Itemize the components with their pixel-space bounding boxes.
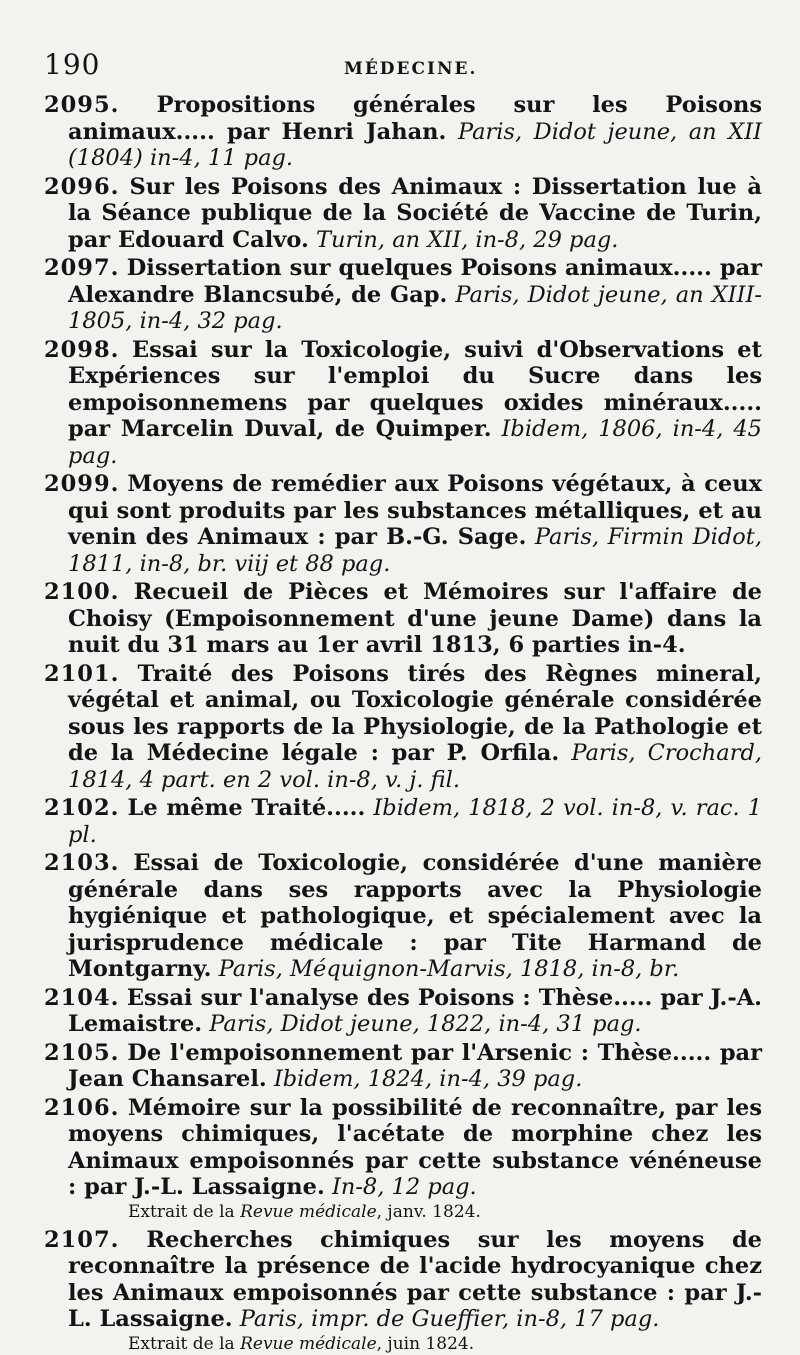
note-journal: Revue médicale bbox=[240, 1201, 377, 1222]
entry-title: Essai sur la Toxicologie, suivi d'Observations et Expériences sur l'emploi du Sucre dans les empoisonnemens par quelques oxides minéraux..... par Marcelin Duval, de Quimper. bbox=[68, 336, 762, 442]
entry-note bbox=[44, 1333, 762, 1355]
catalog-entry bbox=[44, 1040, 762, 1093]
entry-imprint: Paris, Didot jeune, an XII (1804) in-4, 11 pag. bbox=[68, 118, 763, 171]
entry-title: Le même Traité..... bbox=[127, 795, 366, 821]
entry-title: Traité des Poisons tirés des Règnes mineral, végétal et animal, ou Toxicologie générale considérée sous les rapports de la Physiologie, de la Pathologie et de la Médecine légale : par P. Orfila. bbox=[68, 660, 762, 766]
entry-imprint: Paris, Firmin Didot, 1811, in-8, br. viij et 88 pag. bbox=[68, 524, 763, 577]
entry-title: Recherches chimiques sur les moyens de reconnaître la présence de l'acide hydrocyanique chez les Animaux empoisonnés par cette substance : par J.-L. Lassaigne. bbox=[68, 1226, 763, 1332]
catalog-entry bbox=[44, 579, 762, 659]
catalog-entry bbox=[44, 92, 762, 172]
catalog-entry bbox=[44, 795, 762, 848]
catalog-entry bbox=[44, 337, 762, 470]
entry-note bbox=[44, 1201, 762, 1223]
catalog-entry bbox=[44, 174, 762, 254]
catalog-entry bbox=[44, 1227, 762, 1333]
entry-number: 2098. bbox=[44, 336, 120, 363]
entry-imprint: Paris, Didot jeune, 1822, in-4, 31 pag. bbox=[209, 1011, 642, 1037]
entry-imprint: Paris, Crochard, 1814, 4 part. en 2 vol. in-8, v. j. fil. bbox=[68, 740, 762, 793]
entry-imprint: Paris, impr. de Gueffier, in-8, 17 pag. bbox=[239, 1306, 660, 1332]
page-header bbox=[44, 48, 762, 92]
entry-imprint: Ibidem, 1818, 2 vol. in-8, v. rac. 1 pl. bbox=[68, 795, 763, 848]
entry-title: Mémoire sur la possibilité de reconnaître, par les moyens chimiques, l'acétate de morphine chez les Animaux empoisonnés par cette substance vénéneuse : par J.-L. Lassaigne. bbox=[68, 1094, 763, 1200]
catalog-entry bbox=[44, 471, 762, 577]
entry-number: 2099. bbox=[44, 471, 120, 497]
entry-number: 2104. bbox=[44, 984, 120, 1011]
entry-number: 2106. bbox=[44, 1094, 120, 1121]
catalog-entry bbox=[44, 661, 762, 794]
entry-imprint: Ibidem, 1824, in-4, 39 pag. bbox=[273, 1066, 583, 1092]
entry-number: 2103. bbox=[44, 850, 120, 876]
entry-title: Propositions générales sur les Poisons animaux..... par Henri Jahan. bbox=[68, 92, 762, 145]
note-pre: Extrait de la bbox=[128, 1201, 241, 1222]
entry-number: 2102. bbox=[44, 795, 120, 821]
entry-title: Essai de Toxicologie, considérée d'une manière générale dans ses rapports avec la Physiologie hygiénique et pathologique, et spécialement avec la jurisprudence médicale : par Tite Harmand de Montgarny. bbox=[68, 850, 762, 982]
entry-title: Dissertation sur quelques Poisons animaux..... par Alexandre Blancsubé, de Gap. bbox=[68, 255, 762, 308]
entry-number: 2095. bbox=[44, 92, 120, 118]
entry-number: 2096. bbox=[44, 173, 120, 200]
entry-title: Moyens de remédier aux Poisons végétaux, à ceux qui sont produits par les substances métalliques, et au venin des Animaux : par B.-G. Sage. bbox=[68, 471, 762, 550]
catalog-entry bbox=[44, 255, 762, 335]
entry-title: Essai sur l'analyse des Poisons : Thèse..... par J.-A. Lemaistre. bbox=[68, 984, 762, 1037]
note-journal: Revue médicale bbox=[240, 1333, 377, 1354]
entry-title: De l'empoisonnement par l'Arsenic : Thèse..... par Jean Chansarel. bbox=[68, 1039, 762, 1092]
note-post: , janv. 1824. bbox=[376, 1201, 481, 1222]
entry-imprint: In-8, 12 pag. bbox=[331, 1174, 477, 1200]
entry-number: 2097. bbox=[44, 255, 120, 281]
running-head: MÉDECINE. bbox=[344, 59, 478, 79]
note-post: , juin 1824. bbox=[376, 1333, 475, 1354]
catalog-entry bbox=[44, 850, 762, 983]
catalog-entry bbox=[44, 1095, 762, 1201]
catalog-entries bbox=[44, 92, 762, 1355]
entry-title: Recueil de Pièces et Mémoires sur l'affaire de Choisy (Empoisonnement d'une jeune Dame) dans la nuit du 31 mars au 1er avril 1813, 6 parties in-4. bbox=[68, 579, 762, 658]
catalog-entry bbox=[44, 985, 762, 1038]
entry-imprint: Paris, Didot jeune, an XIII-1805, in-4, 32 pag. bbox=[68, 281, 762, 334]
entry-imprint: Paris, Méquignon-Marvis, 1818, in-8, br. bbox=[218, 956, 680, 982]
entry-imprint: Turin, an XII, in-8, 29 pag. bbox=[315, 226, 619, 253]
entry-imprint: Ibidem, 1806, in-4, 45 pag. bbox=[68, 416, 762, 469]
page-number: 190 bbox=[44, 48, 101, 81]
note-pre: Extrait de la bbox=[128, 1333, 241, 1354]
entry-number: 2107. bbox=[44, 1226, 120, 1253]
entry-number: 2100. bbox=[44, 579, 120, 605]
entry-title: Sur les Poisons des Animaux : Dissertation lue à la Séance publique de la Société de Vaccine de Turin, par Edouard Calvo. bbox=[68, 173, 762, 253]
entry-number: 2101. bbox=[44, 660, 120, 687]
entry-number: 2105. bbox=[44, 1039, 120, 1066]
